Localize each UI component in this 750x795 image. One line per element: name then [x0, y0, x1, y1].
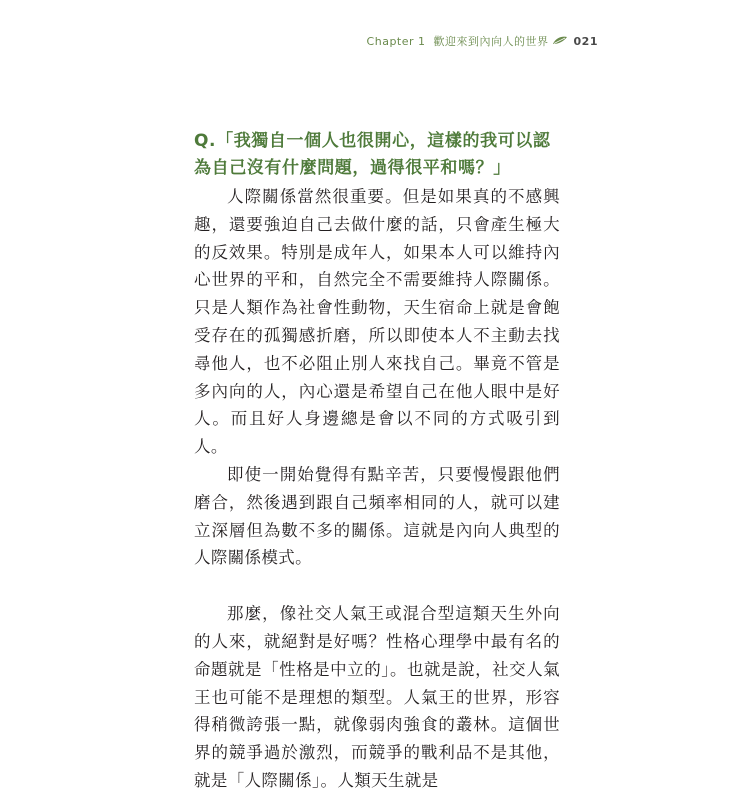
page-number: 021 — [573, 34, 598, 48]
paragraph: 人際關係當然很重要。但是如果真的不感興趣，還要強迫自己去做什麼的話，只會產生極大的反效果。特別是成年人，如果本人可以維持內心世界的平和，自然完全不需要維持人際關係。只是人類作為社會性動物，天生宿命上就是會飽受存在的孤獨感折磨，所以即使本人不主動去找尋他人，也不必阻止別人來找自己。畢竟不管是多內向的人，內心還是希望自己在他人眼中是好人。而且好人身邊總是會以不同的方式吸引到人。 — [194, 187, 560, 457]
running-header — [367, 33, 598, 49]
chapter-title: 歡迎來到內向人的世界 — [433, 35, 549, 48]
body-text — [194, 183, 560, 795]
paragraph: 那麼，像社交人氣王或混合型這類天生外向的人來，就絕對是好嗎？性格心理學中最有名的命題就是「性格是中立的」。也就是說，社交人氣王也可能不是理想的類型。人氣王的世界，形容得稍微誇張一點，就像弱肉強食的叢林。這個世界的競爭過於激烈，而競爭的戰利品不是其他，就是「人際關係」。人類天生就是 — [194, 604, 560, 790]
leaf-icon — [552, 35, 568, 48]
paragraph: 即使一開始覺得有點辛苦，只要慢慢跟他們磨合，然後遇到跟自己頻率相同的人，就可以建立深層但為數不多的關係。這就是內向人典型的人際關係模式。 — [194, 464, 560, 568]
question-heading: Q.「我獨自一個人也很開心，這樣的我可以認為自己沒有什麼問題，過得很平和嗎？」 — [194, 131, 551, 178]
chapter-label: Chapter 1 — [366, 34, 426, 48]
